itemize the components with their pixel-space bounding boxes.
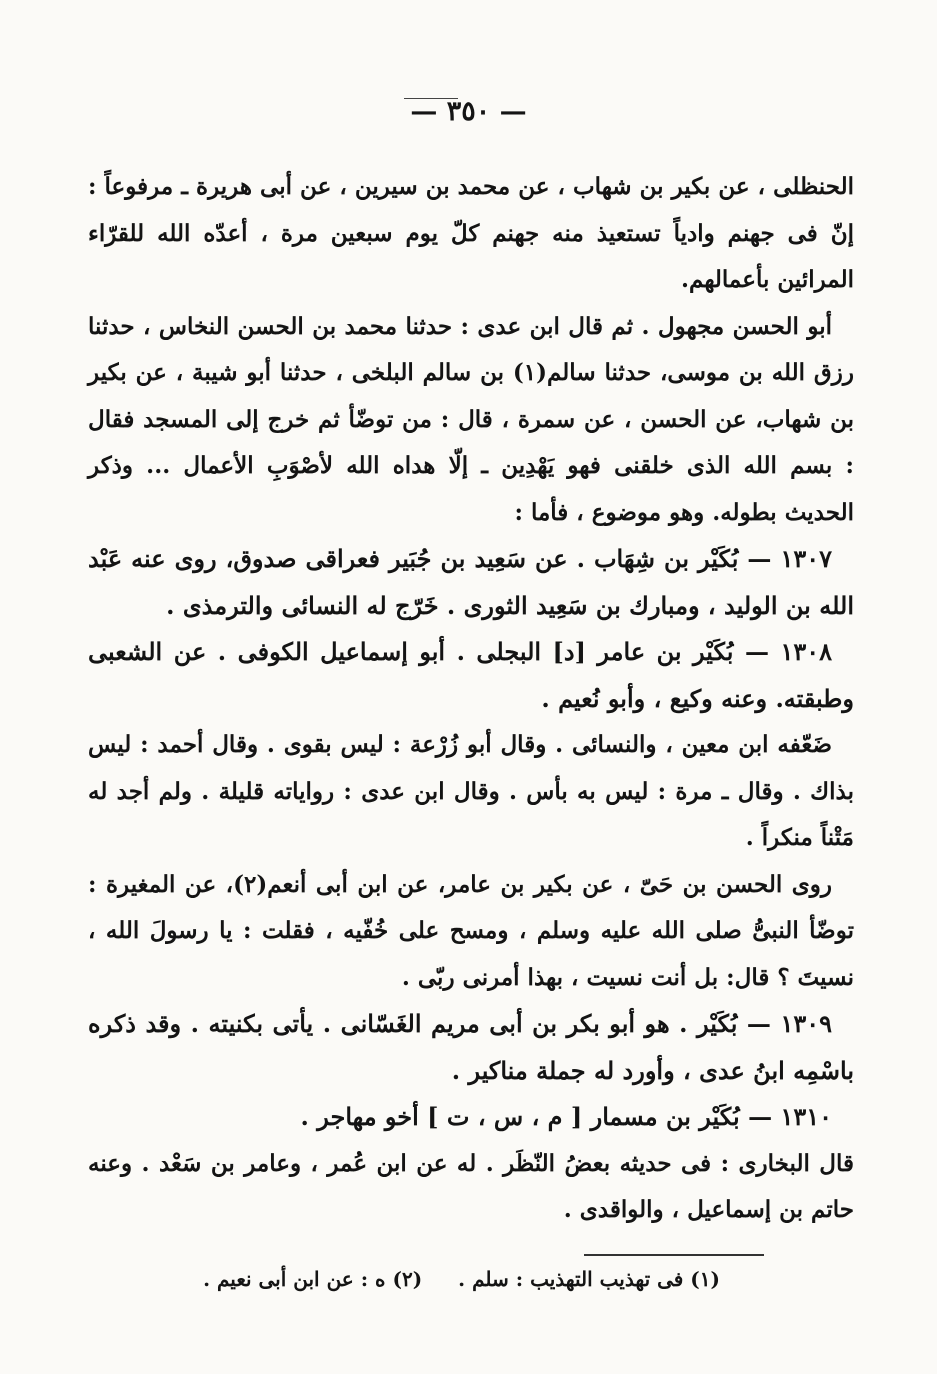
entry-1310: ١٣١٠ — بُكَيْر بن مسمار [ م ، س ، ت ] أخو مهاجر . bbox=[300, 1102, 832, 1131]
entry-1308: ١٣٠٨ — بُكَيْر بن عامر [د] البجلى . أبو إسماعيل الكوفى . عن الشعبى وطبقته. وعنه وكيع ، وأبو نُعيم . bbox=[88, 637, 854, 713]
paragraph-bukhari: قال البخارى : فى حديثه بعضُ النّظَر . له عن ابن عُمر ، وعامر بن سَعْد . وعنه حاتم بن إسماعيل ، والواقدى . bbox=[88, 1149, 854, 1223]
page-number bbox=[0, 92, 937, 132]
footnotes bbox=[203, 1264, 720, 1294]
entry-1309: ١٣٠٩ — بُكَيْر . هو أبو بكر بن أبى مريم الغَسّانى . يأتى بكنيته . وقد ذكره باسْمِه ابنُ عدى ، وأورد له جملة مناكير . bbox=[88, 1009, 854, 1085]
paragraph-ibn-adi-chain: أبو الحسن مجهول . ثم قال ابن عدى : حدثنا محمد بن الحسن النخاس ، حدثنا رزق الله بن موسى، حدثنا سالم(١) بن سالم البلخى ، حدثنا أبو شيبة ، عن بكير بن شهاب، عن الحسن ، عن سمرة ، قال : من توضّأ ثم خرج إلى المسجد فقال : بسم الله الذى خلقنى فهو يَهْدِين ـ إلّا هداه الله لأصْوَبِ الأعمال ... وذكر الحديث بطوله. وهو موضوع ، فأما : bbox=[88, 312, 854, 526]
footnote-separator bbox=[584, 1254, 764, 1256]
paragraph-grading: ضَعّفه ابن معين ، والنسائى . وقال أبو زُرْعة : ليس بقوى . وقال أحمد : ليس بذاك . وقال ـ مرة : ليس به بأس . وقال ابن عدى : رواياته قليلة . ولم أجد له مَتْناً منكراً . bbox=[88, 731, 854, 851]
footnote-1: (١) فى تهذيب التهذيب : سلم . bbox=[458, 1267, 720, 1291]
paragraph-mughira-hadith: روى الحسن بن حَىّ ، عن بكير بن عامر، عن ابن أبى أنعم(٢)، عن المغيرة : توضّأ النبىُّ صلى الله عليه وسلم ، ومسح على خُفّيه ، فقلت : يا رسولَ الله ، نسيتَ ؟ قال: بل أنت نسيت ، بهذا أمرنى ربّى . bbox=[88, 870, 854, 991]
footnote-2: (٢) ه : عن ابن أبى نعيم . bbox=[203, 1267, 423, 1291]
paragraph-hadith-narration: الحنظلى ، عن بكير بن شهاب ، عن محمد بن سيرين ، عن أبى هريرة ـ مرفوعاً : إنّ فى جهنم وادياً تستعيذ منه جهنم كلّ يوم سبعين مرة ، أعدّه الله للقرّاء المرائين بأعمالهم. bbox=[88, 173, 854, 293]
body-text bbox=[88, 164, 854, 1234]
entry-1307: ١٣٠٧ — بُكَيْر بن شِهَاب . عن سَعِيد بن جُبَير فعراقى صدوق، روى عنه عَبْد الله بن الوليد ، ومبارك بن سَعِيد الثورى . خَرّج له النسائى والترمذى . bbox=[88, 544, 854, 620]
page-number-text: — ٣٥٠ — bbox=[410, 96, 527, 127]
page-number-overline bbox=[404, 98, 458, 99]
